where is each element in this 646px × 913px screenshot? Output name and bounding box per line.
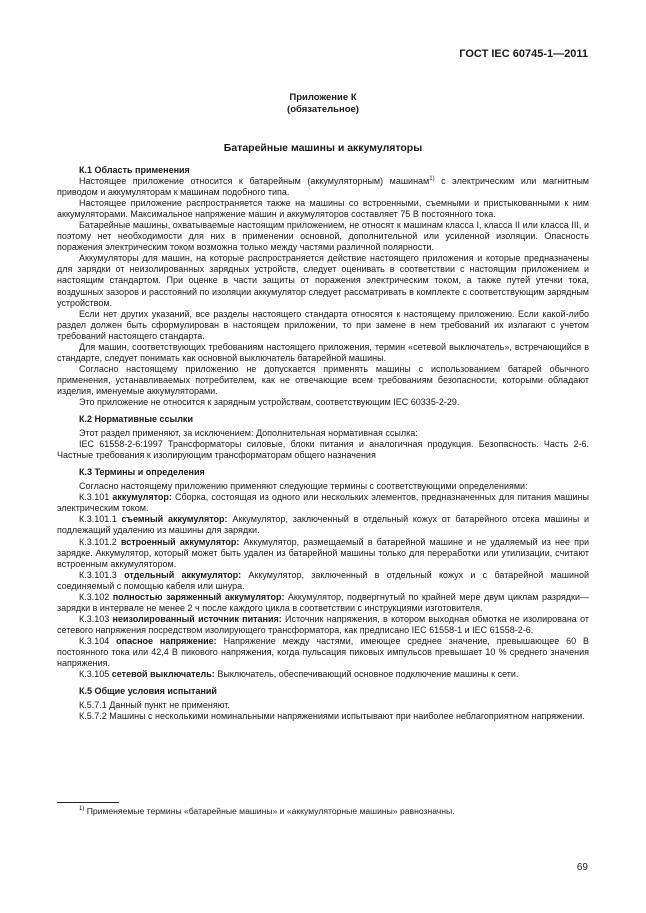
term-definition: К.3.103 неизолированный источник питания: Источник напряжения, в котором выходная обмотка не изолирована от сетевого напряжения посредством изолирующего трансформатора, как предписано IEC 61558-1 и IEC 61558-2-6. (57, 613, 590, 635)
paragraph: Аккумуляторы для машин, на которые распространяется действие настоящего приложения и которые предназначены для зарядки от неизолированных зарядных устройств, следует оценивать в соответствии с настоящим приложением и настоящим стандартом. При оценке в части защиты от поражения электрическим током, а также путей утечки тока, воздушных зазоров и расстояний по изоляции аккумулятор следует рассматривать в комплекте с соответствующим зарядным устройством. (57, 253, 589, 308)
page-number: 69 (576, 862, 588, 873)
section-heading-k2: К.2 Нормативные ссылки (79, 414, 193, 425)
paragraph: К.5.7.1 Данный пункт не применяют. (79, 700, 230, 711)
footnote-divider (57, 802, 119, 803)
section-heading-k3: К.3 Термины и определения (79, 467, 205, 478)
paragraph: Настоящее приложение распространяется также на машины со встроенными, съемными и пристыкованными к ним аккумуляторами. Максимальное напряжение машин и аккумуляторов составляет 75 В постоянного тока. (57, 198, 589, 220)
document-title: Батарейные машины и аккумуляторы (223, 142, 423, 154)
paragraph: Согласно настоящему приложению применяют следующие термины с соответствующими определениями: (79, 481, 528, 492)
term-definition: К.3.102 полностью заряженный аккумулятор: Аккумулятор, подвергнутый по крайней мере двум циклам разрядки—зарядки в интервале не менее 2 ч после каждого цикла в соответствии с инструкциями изготовителя. (57, 591, 589, 613)
paragraph: Это приложение не относится к зарядным устройствам, соответствующим IEC 60335-2-29. (79, 396, 460, 407)
paragraph: Батарейные машины, охватываемые настоящим приложением, не относят к машинам класса I, класса II или класса III, и поэтому нет необходимости для них в применении основной, дополнительной или усиленной изоляции. Опасность поражения электрическим током возможна только между частями различной полярности. (57, 220, 589, 253)
footnote: $^{1)}$ Применяемые термины «батарейные машины» и «аккумуляторные машины» равнозначны. (79, 806, 455, 816)
paragraph: К.5.7.2 Машины с несколькими номинальными напряжениями испытывают при наиболее неблагоприятном напряжении. (79, 711, 585, 722)
term-definition: К.3.104 опасное напряжение: Напряжение между частями, имеющее среднее значение, превышающее 60 В постоянного тока или 42,4 В пикового напряжения, когда пульсация пиковых импульсов превышает 10 % среднего значения напряжения. (57, 635, 589, 669)
term-definition: К.3.101.1 съемный аккумулятор: Аккумулятор, заключенный в отдельный кожух от батарейного отсека машины и подлежащий удалению из машины для зарядки. (57, 514, 589, 536)
term-definition: К.3.101.2 встроенный аккумулятор: Аккумулятор, размещаемый в батарейной машине и не удаляемый из нее при зарядке. Аккумулятор, который может быть удален из батарейной машины только для переработки или утилизации, считают встроенным аккумулятором. (57, 536, 589, 569)
section-heading-k5: К.5 Общие условия испытаний (79, 686, 217, 697)
appendix-label: Приложение К (289, 92, 357, 103)
document-body (57, 165, 589, 722)
footnote-ref: 1) (429, 176, 435, 183)
footnote-mark: 1) (79, 806, 85, 812)
section-heading-k1: К.1 Область применения (79, 165, 190, 175)
paragraph: Настоящее приложение относится к батарейным (аккумуляторным) машинам$^{1)}$ с электрическим или магнитным приводом и аккумуляторам к машинам подобного типа. (57, 176, 589, 198)
paragraph: Этот раздел применяют, за исключением: Дополнительная нормативная ссылка: (79, 428, 418, 439)
paragraph: Для машин, соответствующих требованиям настоящего приложения, термин «сетевой выключатель», встречающийся в стандарте, следует понимать как основной выключатель батарейной машины. (57, 341, 589, 363)
standard-designation: ГОСТ IEC 60745-1—2011 (459, 48, 588, 60)
term-definition: К.3.105 сетевой выключатель: Выключатель, обеспечивающий основное подключение машины к сети. (79, 669, 519, 680)
paragraph: Согласно настоящему приложению не допускается применять машины с использованием батарей обычного применения, устанавливаемых потребителем, как не отвечающие всем требованиям безопасности, которыми обладают изделия, именуемые аккумуляторами. (57, 363, 589, 396)
paragraph: IEC 61558-2-6:1997 Трансформаторы силовые, блоки питания и аналогичная продукция. Безопасность. Часть 2-6. Частные требования к изолирующим трансформаторам общего назначения (57, 439, 589, 461)
paragraph: Если нет других указаний, все разделы настоящего стандарта относятся к настоящему приложению. Если какой-либо раздел должен быть сформулирован в настоящем приложении, то при замене в нем требований их излагают с учетом требований настоящего стандарта. (57, 308, 589, 341)
term-definition: К.3.101 аккумулятор: Сборка, состоящая из одного или нескольких элементов, предназначенных для питания машины электрическим током. (57, 492, 589, 514)
term-definition: К.3.101.3 отдельный аккумулятор: Аккумулятор, заключенный в отдельный кожух и с батарейной машиной соединяемый с помощью кабеля или шнура. (57, 569, 589, 591)
appendix-status: (обязательное) (287, 104, 359, 115)
